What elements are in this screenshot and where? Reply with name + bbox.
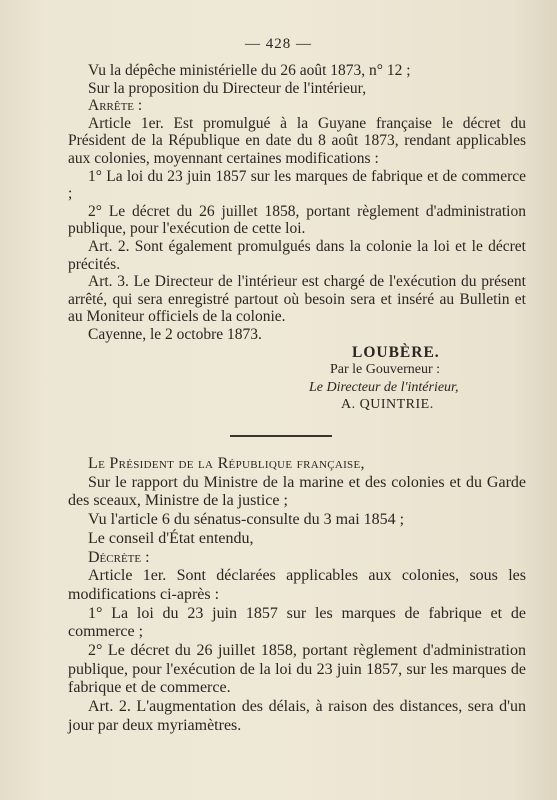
paragraph: Art. 3. Le Directeur de l'intérieur est chargé de l'exécution du présent arrêté, qui sera enregistré partout où besoin sera et inséré au Bulletin et au Moniteur officiels de la colonie. [68, 273, 526, 326]
paragraph: 1° La loi du 23 juin 1857 sur les marques de fabrique et de commerce ; [68, 167, 526, 203]
arrete-heading: Arrête : [88, 97, 143, 115]
decree-title: Le Président de la République française, [88, 455, 365, 472]
paragraph: Art. 2. L'augmentation des délais, à raison des distances, sera d'un jour par deux myriamètres. [68, 698, 526, 734]
signature-director: A. QUINTRIE. [341, 397, 434, 413]
paragraph: Le conseil d'État entendu, [88, 529, 254, 547]
signature-governor: LOUBÈRE. [352, 343, 440, 361]
paragraph: Article 1er. Sont déclarées applicables aux colonies, sous les modifications ci-après : [68, 567, 526, 603]
page-number: — 428 — [245, 36, 312, 52]
paragraph: Sur le rapport du Ministre de la marine et des colonies et du Garde des sceaux, Ministre de la justice ; [68, 473, 526, 510]
section-divider [230, 435, 332, 437]
paragraph: Art. 2. Sont également promulgués dans la colonie la loi et le décret précités. [68, 237, 526, 273]
decree-president [68, 455, 526, 736]
signature-line: Par le Gouverneur : [330, 362, 441, 378]
paragraph: Sur la proposition du Directeur de l'intérieur, [88, 79, 367, 97]
decree-promulgation [68, 62, 526, 414]
paragraph: 1° La loi du 23 juin 1857 sur les marques de fabrique et de commerce ; [68, 604, 526, 641]
paragraph: 2° Le décret du 26 juillet 1858, portant règlement d'administration publique, pour l'exécution de cette loi. [68, 202, 526, 238]
paragraph: 2° Le décret du 26 juillet 1858, portant règlement d'administration publique, pour l'exécution de la loi du 23 juin 1857, sur les marques de fabrique et de commerce. [68, 642, 526, 697]
paragraph: Article 1er. Est promulgué à la Guyane française le décret du Président de la République en date du 8 août 1873, rendant applicables aux colonies, moyennant certaines modifications : [68, 114, 526, 167]
paragraph: Vu l'article 6 du sénatus-consulte du 3 mai 1854 ; [88, 511, 405, 529]
signature-line: Le Directeur de l'intérieur, [309, 379, 459, 395]
paragraph: Vu la dépêche ministérielle du 26 août 1873, n° 12 ; [88, 62, 411, 79]
decrete-heading: Décrète : [88, 548, 150, 566]
date-line: Cayenne, le 2 octobre 1873. [88, 325, 262, 343]
